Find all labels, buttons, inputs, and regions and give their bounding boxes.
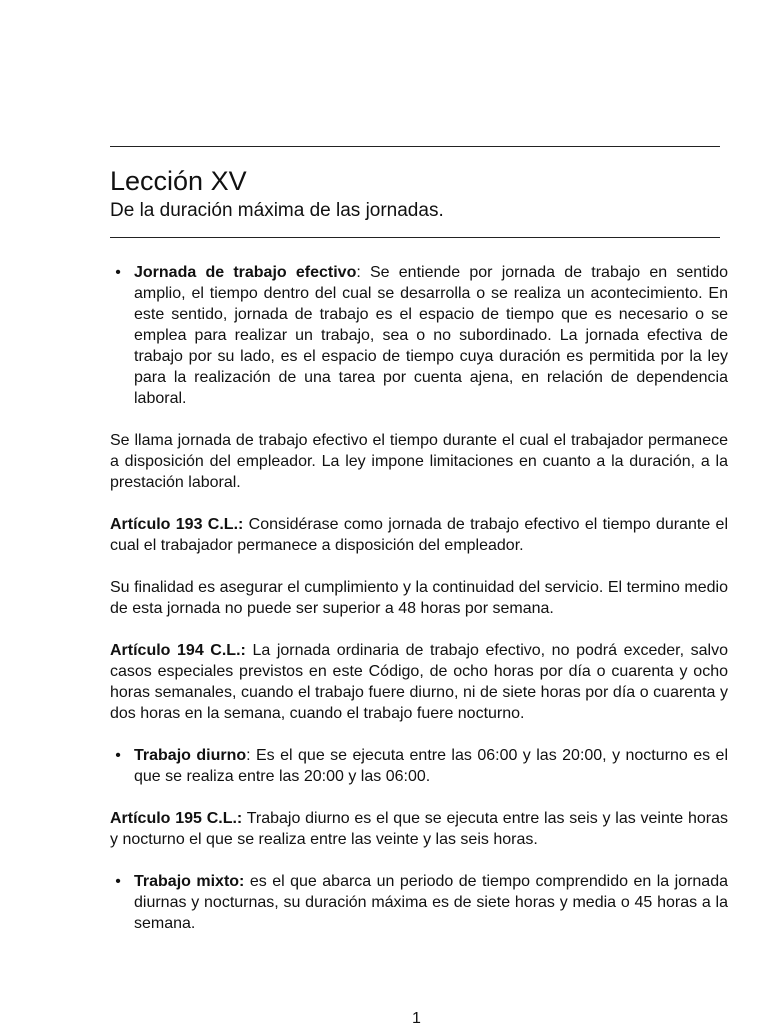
article-text: Trabajo diurno es el que se ejecuta entre las seis y las veinte horas y nocturno el que se realiza entre las veinte y las seis horas.: [110, 810, 728, 848]
bullet-trabajo-diurno: [110, 745, 728, 787]
article-193: [110, 514, 728, 556]
bullet-text: : Se entiende por jornada de trabajo en sentido amplio, el tiempo dentro del cual se desarrolla o se realiza un acontecimiento. En este sentido, jornada de trabajo es el espacio de tiempo que es necesario o se emplea para realizar un trabajo, sea o no subordinado. La jornada efectiva de trabajo por su lado, es el espacio de tiempo cuya duración es permitida por la ley para la realización de una tarea por cuenta ajena, en relación de dependencia laboral.: [134, 264, 729, 407]
lesson-subtitle: De la duración máxima de las jornadas.: [110, 200, 444, 221]
bullet-dot-icon: •: [115, 747, 121, 764]
lesson-title: Lección XV: [110, 166, 247, 196]
top-rule: [110, 146, 720, 147]
bullet-term: Trabajo mixto:: [134, 873, 245, 890]
bullet-text: es el que abarca un periodo de tiempo comprendido en la jornada diurnas y nocturnas, su duración máxima es de siete horas y media o 45 horas a la semana.: [134, 873, 728, 932]
paragraph-jornada: Se llama jornada de trabajo efectivo el tiempo durante el cual el trabajador permanece a disposición del empleador. La ley impone limitaciones en cuanto a la duración, a la prestación laboral.: [110, 432, 728, 491]
bullet-jornada-efectivo: [110, 262, 728, 409]
article-text: Considérase como jornada de trabajo efectivo el tiempo durante el cual el trabajador permanece a disposición del empleador.: [110, 516, 728, 554]
bullet-term: Trabajo diurno: [134, 747, 247, 764]
bullet-term: Jornada de trabajo efectivo: [134, 264, 357, 281]
bullet-dot-icon: •: [115, 264, 121, 281]
page-number: 1: [412, 1010, 421, 1027]
article-text: La jornada ordinaria de trabajo efectivo, no podrá exceder, salvo casos especiales previstos en este Código, de ocho horas por día o cuarenta y ocho horas semanales, cuando el trabajo fuere diurno, ni de siete horas por día o cuarenta y dos horas en la semana, cuando el trabajo fuere nocturno.: [110, 642, 728, 722]
paragraph-finalidad: Su finalidad es asegurar el cumplimiento y la continuidad del servicio. El termino medio de esta jornada no puede ser superior a 48 horas por semana.: [110, 579, 728, 617]
bullet-trabajo-mixto: [110, 871, 728, 934]
article-195: [110, 808, 728, 850]
document-body: [110, 262, 728, 955]
article-label: Artículo 194 C.L.:: [110, 642, 246, 659]
bottom-rule: [110, 237, 720, 238]
bullet-text: : Es el que se ejecuta entre las 06:00 y las 20:00, y nocturno es el que se realiza entre las 20:00 y las 06:00.: [134, 747, 729, 785]
article-label: Artículo 195 C.L.:: [110, 810, 243, 827]
article-label: Artículo 193 C.L.:: [110, 516, 244, 533]
bullet-dot-icon: •: [115, 873, 121, 890]
article-194: [110, 640, 728, 724]
